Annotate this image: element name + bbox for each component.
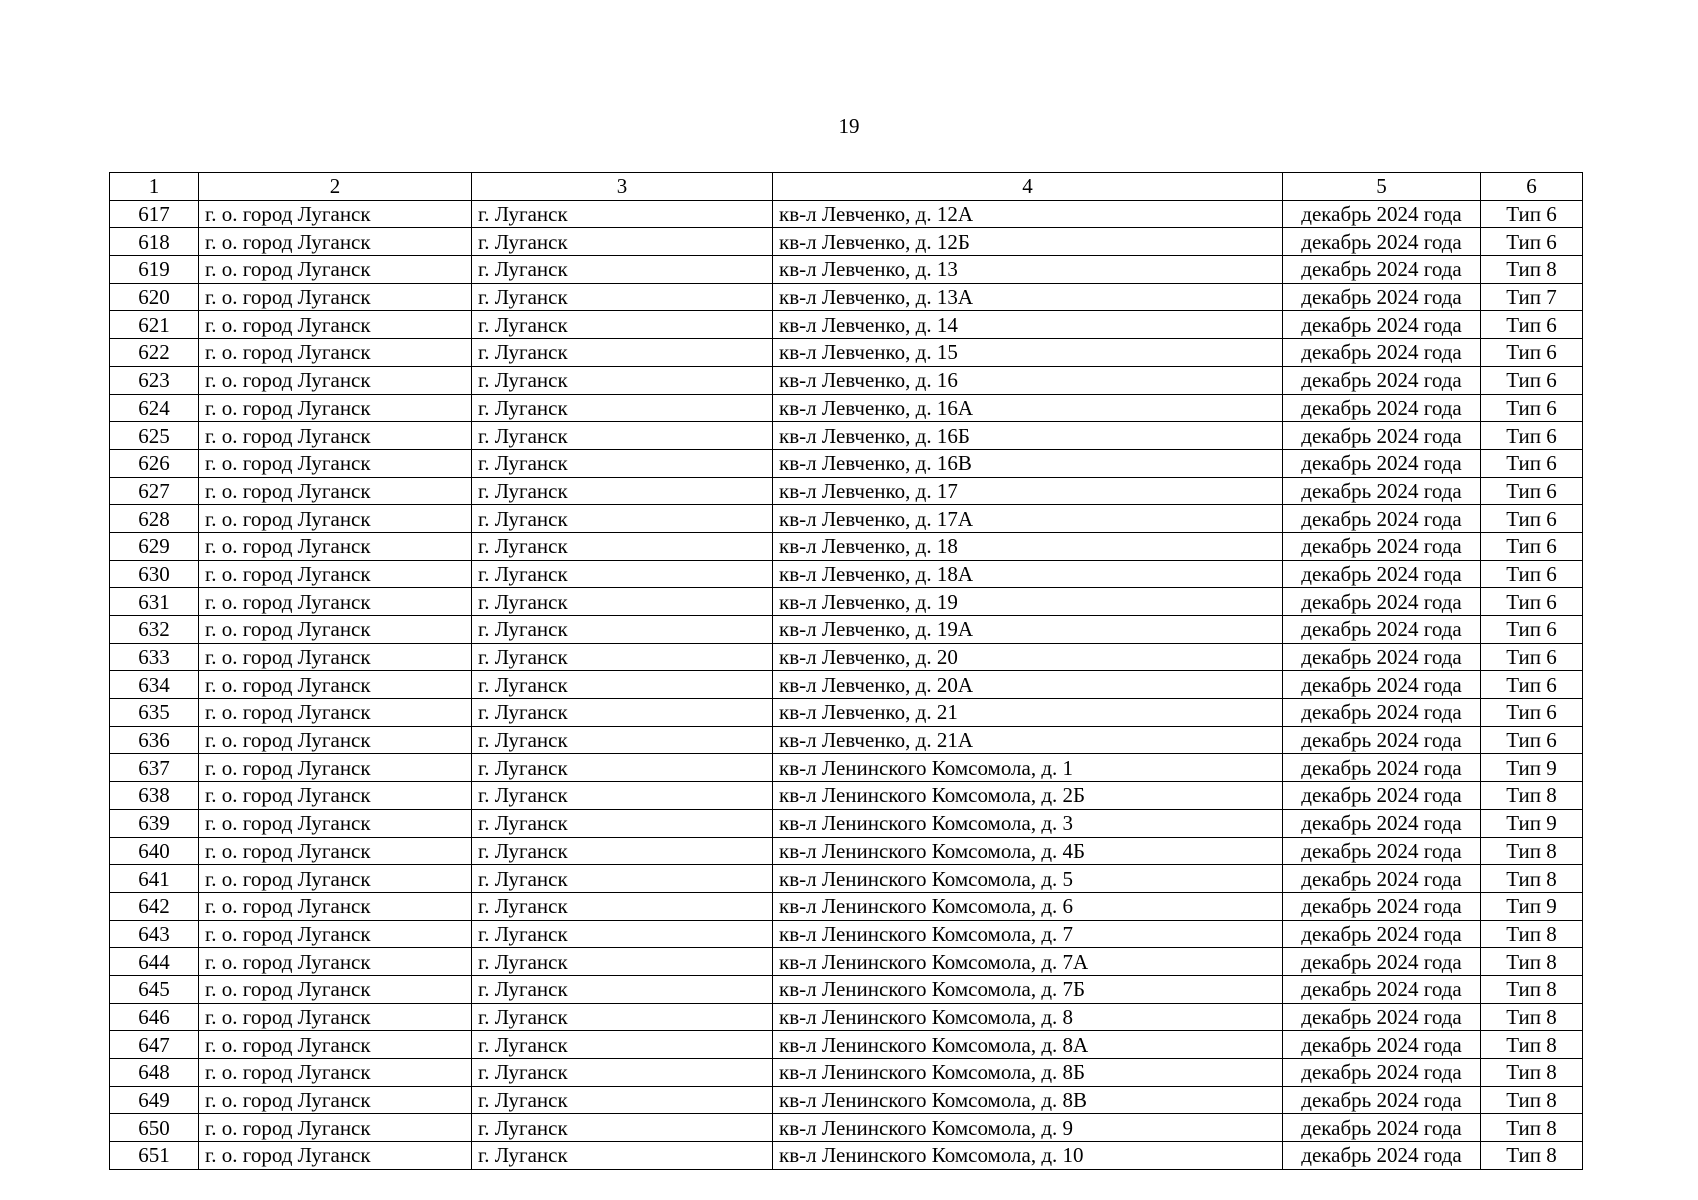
cell-locality: г. Луганск (472, 532, 773, 560)
cell-deadline: декабрь 2024 года (1283, 283, 1481, 311)
cell-municipality: г. о. город Луганск (199, 532, 472, 560)
cell-type: Тип 8 (1481, 256, 1583, 284)
cell-row-number: 647 (110, 1031, 199, 1059)
cell-locality: г. Луганск (472, 1031, 773, 1059)
cell-deadline: декабрь 2024 года (1283, 948, 1481, 976)
header-row (110, 173, 1583, 201)
header-cell-5: 5 (1283, 173, 1481, 201)
cell-address: кв-л Левченко, д. 18А (773, 560, 1283, 588)
cell-type: Тип 6 (1481, 643, 1583, 671)
cell-address: кв-л Ленинского Комсомола, д. 7А (773, 948, 1283, 976)
table-row (110, 726, 1583, 754)
table-row (110, 505, 1583, 533)
cell-address: кв-л Ленинского Комсомола, д. 7Б (773, 975, 1283, 1003)
cell-type: Тип 6 (1481, 228, 1583, 256)
cell-type: Тип 8 (1481, 920, 1583, 948)
cell-deadline: декабрь 2024 года (1283, 809, 1481, 837)
table-row (110, 1086, 1583, 1114)
cell-address: кв-л Ленинского Комсомола, д. 6 (773, 892, 1283, 920)
cell-type: Тип 8 (1481, 948, 1583, 976)
cell-address: кв-л Ленинского Комсомола, д. 7 (773, 920, 1283, 948)
table-row (110, 256, 1583, 284)
cell-deadline: декабрь 2024 года (1283, 339, 1481, 367)
cell-type: Тип 9 (1481, 754, 1583, 782)
cell-address: кв-л Ленинского Комсомола, д. 10 (773, 1142, 1283, 1170)
table-row (110, 754, 1583, 782)
cell-locality: г. Луганск (472, 920, 773, 948)
cell-municipality: г. о. город Луганск (199, 505, 472, 533)
cell-address: кв-л Левченко, д. 16В (773, 449, 1283, 477)
cell-row-number: 635 (110, 699, 199, 727)
cell-type: Тип 8 (1481, 1086, 1583, 1114)
cell-row-number: 625 (110, 422, 199, 450)
cell-type: Тип 6 (1481, 339, 1583, 367)
cell-row-number: 631 (110, 588, 199, 616)
table-row (110, 865, 1583, 893)
cell-municipality: г. о. город Луганск (199, 616, 472, 644)
cell-row-number: 651 (110, 1142, 199, 1170)
cell-row-number: 624 (110, 394, 199, 422)
cell-row-number: 637 (110, 754, 199, 782)
cell-municipality: г. о. город Луганск (199, 228, 472, 256)
cell-locality: г. Луганск (472, 394, 773, 422)
cell-row-number: 638 (110, 782, 199, 810)
cell-type: Тип 8 (1481, 1003, 1583, 1031)
cell-type: Тип 6 (1481, 726, 1583, 754)
cell-row-number: 648 (110, 1059, 199, 1087)
cell-municipality: г. о. город Луганск (199, 200, 472, 228)
cell-deadline: декабрь 2024 года (1283, 920, 1481, 948)
cell-locality: г. Луганск (472, 1142, 773, 1170)
cell-municipality: г. о. город Луганск (199, 339, 472, 367)
table-row (110, 975, 1583, 1003)
cell-deadline: декабрь 2024 года (1283, 837, 1481, 865)
cell-address: кв-л Левченко, д. 17 (773, 477, 1283, 505)
cell-row-number: 623 (110, 366, 199, 394)
cell-address: кв-л Левченко, д. 19А (773, 616, 1283, 644)
cell-municipality: г. о. город Луганск (199, 560, 472, 588)
cell-municipality: г. о. город Луганск (199, 754, 472, 782)
cell-deadline: декабрь 2024 года (1283, 892, 1481, 920)
cell-municipality: г. о. город Луганск (199, 699, 472, 727)
table-row (110, 200, 1583, 228)
table-row (110, 422, 1583, 450)
cell-row-number: 641 (110, 865, 199, 893)
cell-address: кв-л Ленинского Комсомола, д. 8Б (773, 1059, 1283, 1087)
table-row (110, 782, 1583, 810)
cell-locality: г. Луганск (472, 560, 773, 588)
table-row (110, 449, 1583, 477)
table-row (110, 283, 1583, 311)
cell-municipality: г. о. город Луганск (199, 726, 472, 754)
cell-locality: г. Луганск (472, 200, 773, 228)
table-row (110, 671, 1583, 699)
cell-address: кв-л Ленинского Комсомола, д. 1 (773, 754, 1283, 782)
cell-deadline: декабрь 2024 года (1283, 256, 1481, 284)
cell-municipality: г. о. город Луганск (199, 643, 472, 671)
cell-locality: г. Луганск (472, 837, 773, 865)
cell-deadline: декабрь 2024 года (1283, 671, 1481, 699)
cell-row-number: 650 (110, 1114, 199, 1142)
cell-address: кв-л Левченко, д. 16А (773, 394, 1283, 422)
cell-locality: г. Луганск (472, 256, 773, 284)
cell-deadline: декабрь 2024 года (1283, 1142, 1481, 1170)
table-row (110, 477, 1583, 505)
cell-type: Тип 6 (1481, 699, 1583, 727)
cell-type: Тип 6 (1481, 671, 1583, 699)
cell-locality: г. Луганск (472, 339, 773, 367)
cell-municipality: г. о. город Луганск (199, 809, 472, 837)
cell-deadline: декабрь 2024 года (1283, 228, 1481, 256)
cell-municipality: г. о. город Луганск (199, 1059, 472, 1087)
cell-address: кв-л Левченко, д. 20А (773, 671, 1283, 699)
cell-type: Тип 6 (1481, 311, 1583, 339)
cell-municipality: г. о. город Луганск (199, 975, 472, 1003)
cell-row-number: 643 (110, 920, 199, 948)
header-cell-3: 3 (472, 173, 773, 201)
table-row (110, 366, 1583, 394)
cell-row-number: 640 (110, 837, 199, 865)
cell-deadline: декабрь 2024 года (1283, 975, 1481, 1003)
cell-address: кв-л Левченко, д. 15 (773, 339, 1283, 367)
cell-locality: г. Луганск (472, 754, 773, 782)
cell-address: кв-л Левченко, д. 19 (773, 588, 1283, 616)
cell-address: кв-л Левченко, д. 17А (773, 505, 1283, 533)
table-row (110, 228, 1583, 256)
cell-address: кв-л Ленинского Комсомола, д. 8В (773, 1086, 1283, 1114)
cell-row-number: 629 (110, 532, 199, 560)
cell-locality: г. Луганск (472, 228, 773, 256)
cell-deadline: декабрь 2024 года (1283, 1086, 1481, 1114)
cell-address: кв-л Ленинского Комсомола, д. 2Б (773, 782, 1283, 810)
cell-address: кв-л Ленинского Комсомола, д. 5 (773, 865, 1283, 893)
cell-type: Тип 6 (1481, 394, 1583, 422)
table-row (110, 699, 1583, 727)
cell-locality: г. Луганск (472, 809, 773, 837)
cell-address: кв-л Левченко, д. 12А (773, 200, 1283, 228)
cell-municipality: г. о. город Луганск (199, 256, 472, 284)
table-row (110, 892, 1583, 920)
cell-row-number: 633 (110, 643, 199, 671)
cell-type: Тип 6 (1481, 449, 1583, 477)
cell-type: Тип 6 (1481, 200, 1583, 228)
table-row (110, 532, 1583, 560)
cell-address: кв-л Левченко, д. 21 (773, 699, 1283, 727)
cell-row-number: 620 (110, 283, 199, 311)
cell-locality: г. Луганск (472, 477, 773, 505)
table-row (110, 1142, 1583, 1170)
cell-type: Тип 8 (1481, 1142, 1583, 1170)
cell-deadline: декабрь 2024 года (1283, 311, 1481, 339)
cell-type: Тип 6 (1481, 505, 1583, 533)
cell-deadline: декабрь 2024 года (1283, 726, 1481, 754)
cell-address: кв-л Ленинского Комсомола, д. 3 (773, 809, 1283, 837)
cell-type: Тип 7 (1481, 283, 1583, 311)
cell-locality: г. Луганск (472, 643, 773, 671)
cell-deadline: декабрь 2024 года (1283, 200, 1481, 228)
cell-municipality: г. о. город Луганск (199, 477, 472, 505)
cell-row-number: 639 (110, 809, 199, 837)
table-row (110, 1003, 1583, 1031)
cell-deadline: декабрь 2024 года (1283, 616, 1481, 644)
cell-address: кв-л Левченко, д. 14 (773, 311, 1283, 339)
cell-type: Тип 6 (1481, 532, 1583, 560)
cell-municipality: г. о. город Луганск (199, 283, 472, 311)
cell-locality: г. Луганск (472, 1059, 773, 1087)
cell-deadline: декабрь 2024 года (1283, 394, 1481, 422)
cell-deadline: декабрь 2024 года (1283, 560, 1481, 588)
table-row (110, 920, 1583, 948)
cell-municipality: г. о. город Луганск (199, 892, 472, 920)
cell-municipality: г. о. город Луганск (199, 311, 472, 339)
cell-type: Тип 6 (1481, 422, 1583, 450)
table-row (110, 1031, 1583, 1059)
table-row (110, 1059, 1583, 1087)
table-row (110, 394, 1583, 422)
cell-locality: г. Луганск (472, 449, 773, 477)
cell-type: Тип 6 (1481, 616, 1583, 644)
cell-address: кв-л Ленинского Комсомола, д. 8А (773, 1031, 1283, 1059)
cell-address: кв-л Ленинского Комсомола, д. 4Б (773, 837, 1283, 865)
cell-deadline: декабрь 2024 года (1283, 532, 1481, 560)
header-cell-2: 2 (199, 173, 472, 201)
table-row (110, 837, 1583, 865)
cell-type: Тип 8 (1481, 1059, 1583, 1087)
page-number: 19 (838, 114, 860, 138)
cell-locality: г. Луганск (472, 1086, 773, 1114)
cell-locality: г. Луганск (472, 782, 773, 810)
cell-locality: г. Луганск (472, 311, 773, 339)
cell-deadline: декабрь 2024 года (1283, 588, 1481, 616)
cell-locality: г. Луганск (472, 975, 773, 1003)
cell-deadline: декабрь 2024 года (1283, 449, 1481, 477)
cell-row-number: 649 (110, 1086, 199, 1114)
cell-row-number: 644 (110, 948, 199, 976)
cell-row-number: 634 (110, 671, 199, 699)
cell-locality: г. Луганск (472, 865, 773, 893)
cell-row-number: 619 (110, 256, 199, 284)
header-cell-1: 1 (110, 173, 199, 201)
cell-locality: г. Луганск (472, 422, 773, 450)
cell-municipality: г. о. город Луганск (199, 422, 472, 450)
cell-row-number: 626 (110, 449, 199, 477)
header-cell-4: 4 (773, 173, 1283, 201)
cell-deadline: декабрь 2024 года (1283, 782, 1481, 810)
cell-municipality: г. о. город Луганск (199, 1114, 472, 1142)
cell-type: Тип 8 (1481, 865, 1583, 893)
cell-row-number: 617 (110, 200, 199, 228)
cell-address: кв-л Левченко, д. 16 (773, 366, 1283, 394)
cell-address: кв-л Левченко, д. 13 (773, 256, 1283, 284)
cell-municipality: г. о. город Луганск (199, 920, 472, 948)
register-table (109, 172, 1583, 1170)
cell-deadline: декабрь 2024 года (1283, 1003, 1481, 1031)
table-row (110, 588, 1583, 616)
cell-deadline: декабрь 2024 года (1283, 643, 1481, 671)
cell-row-number: 636 (110, 726, 199, 754)
cell-type: Тип 8 (1481, 837, 1583, 865)
cell-locality: г. Луганск (472, 671, 773, 699)
cell-deadline: декабрь 2024 года (1283, 422, 1481, 450)
cell-locality: г. Луганск (472, 948, 773, 976)
cell-municipality: г. о. город Луганск (199, 366, 472, 394)
table-row (110, 311, 1583, 339)
cell-type: Тип 8 (1481, 782, 1583, 810)
cell-deadline: декабрь 2024 года (1283, 1031, 1481, 1059)
cell-address: кв-л Левченко, д. 16Б (773, 422, 1283, 450)
cell-locality: г. Луганск (472, 616, 773, 644)
table-row (110, 339, 1583, 367)
cell-municipality: г. о. город Луганск (199, 1142, 472, 1170)
cell-address: кв-л Левченко, д. 20 (773, 643, 1283, 671)
table-row (110, 809, 1583, 837)
cell-row-number: 622 (110, 339, 199, 367)
cell-locality: г. Луганск (472, 1003, 773, 1031)
cell-locality: г. Луганск (472, 892, 773, 920)
cell-row-number: 628 (110, 505, 199, 533)
table-row (110, 616, 1583, 644)
table-row (110, 948, 1583, 976)
cell-deadline: декабрь 2024 года (1283, 505, 1481, 533)
cell-type: Тип 6 (1481, 477, 1583, 505)
cell-type: Тип 6 (1481, 588, 1583, 616)
cell-row-number: 630 (110, 560, 199, 588)
cell-locality: г. Луганск (472, 505, 773, 533)
header-cell-6: 6 (1481, 173, 1583, 201)
cell-deadline: декабрь 2024 года (1283, 865, 1481, 893)
cell-locality: г. Луганск (472, 1114, 773, 1142)
cell-deadline: декабрь 2024 года (1283, 1114, 1481, 1142)
cell-municipality: г. о. город Луганск (199, 394, 472, 422)
cell-row-number: 645 (110, 975, 199, 1003)
cell-row-number: 632 (110, 616, 199, 644)
cell-address: кв-л Левченко, д. 12Б (773, 228, 1283, 256)
cell-address: кв-л Левченко, д. 21А (773, 726, 1283, 754)
cell-deadline: декабрь 2024 года (1283, 754, 1481, 782)
cell-municipality: г. о. город Луганск (199, 948, 472, 976)
cell-address: кв-л Левченко, д. 13А (773, 283, 1283, 311)
cell-address: кв-л Ленинского Комсомола, д. 8 (773, 1003, 1283, 1031)
cell-locality: г. Луганск (472, 283, 773, 311)
cell-type: Тип 8 (1481, 1114, 1583, 1142)
cell-municipality: г. о. город Луганск (199, 588, 472, 616)
cell-municipality: г. о. город Луганск (199, 449, 472, 477)
cell-locality: г. Луганск (472, 588, 773, 616)
cell-row-number: 627 (110, 477, 199, 505)
cell-row-number: 621 (110, 311, 199, 339)
cell-deadline: декабрь 2024 года (1283, 366, 1481, 394)
cell-municipality: г. о. город Луганск (199, 1003, 472, 1031)
cell-type: Тип 9 (1481, 809, 1583, 837)
cell-municipality: г. о. город Луганск (199, 782, 472, 810)
cell-type: Тип 6 (1481, 560, 1583, 588)
table-row (110, 643, 1583, 671)
cell-address: кв-л Ленинского Комсомола, д. 9 (773, 1114, 1283, 1142)
cell-type: Тип 6 (1481, 366, 1583, 394)
cell-municipality: г. о. город Луганск (199, 1086, 472, 1114)
cell-row-number: 646 (110, 1003, 199, 1031)
cell-municipality: г. о. город Луганск (199, 865, 472, 893)
cell-municipality: г. о. город Луганск (199, 1031, 472, 1059)
cell-locality: г. Луганск (472, 699, 773, 727)
cell-locality: г. Луганск (472, 726, 773, 754)
cell-municipality: г. о. город Луганск (199, 671, 472, 699)
cell-deadline: декабрь 2024 года (1283, 699, 1481, 727)
table-row (110, 1114, 1583, 1142)
cell-municipality: г. о. город Луганск (199, 837, 472, 865)
cell-deadline: декабрь 2024 года (1283, 1059, 1481, 1087)
cell-row-number: 642 (110, 892, 199, 920)
cell-type: Тип 8 (1481, 1031, 1583, 1059)
cell-address: кв-л Левченко, д. 18 (773, 532, 1283, 560)
cell-row-number: 618 (110, 228, 199, 256)
cell-locality: г. Луганск (472, 366, 773, 394)
cell-deadline: декабрь 2024 года (1283, 477, 1481, 505)
table-row (110, 560, 1583, 588)
cell-type: Тип 8 (1481, 975, 1583, 1003)
cell-type: Тип 9 (1481, 892, 1583, 920)
